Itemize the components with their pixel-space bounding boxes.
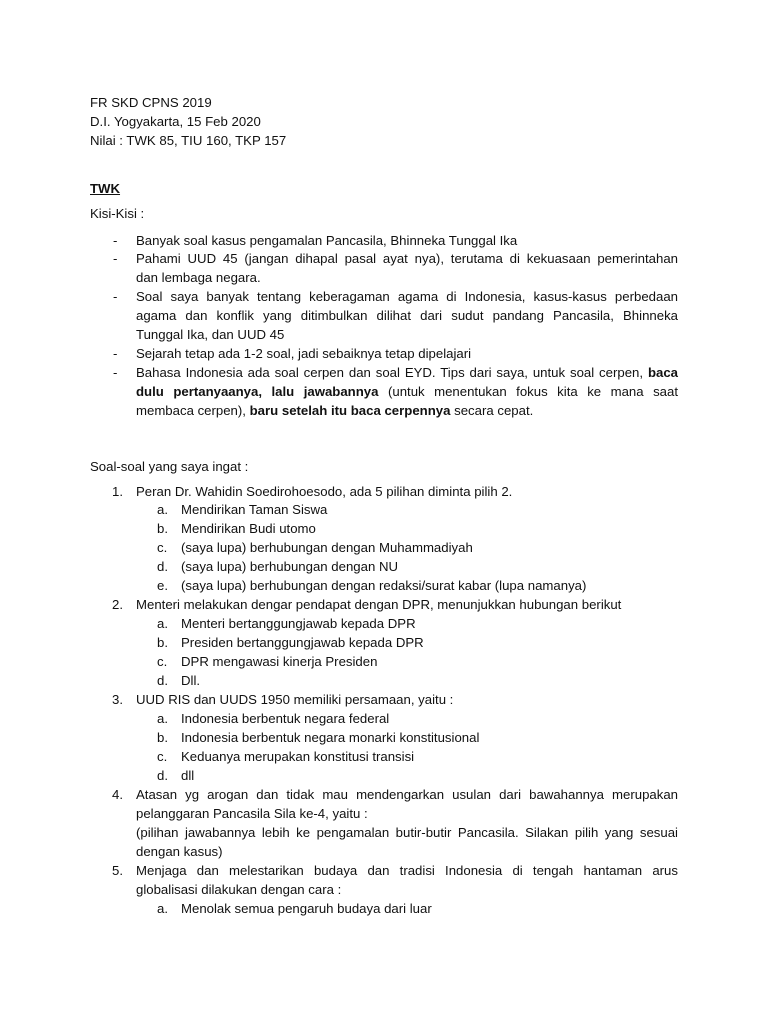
- option-text: Presiden bertanggungjawab kepada DPR: [181, 635, 424, 650]
- question-2-text: Menteri melakukan dengar pendapat dengan DPR, menunjukkan hubungan berikut: [136, 597, 622, 612]
- question-number: 2.: [112, 597, 123, 612]
- option-text: (saya lupa) berhubungan dengan redaksi/surat kabar (lupa namanya): [181, 578, 587, 593]
- option-letter: c.: [157, 749, 168, 764]
- option-letter: d.: [157, 559, 168, 574]
- bullet-dash: -: [113, 365, 118, 380]
- option-text: Keduanya merupakan konstitusi transisi: [181, 749, 415, 764]
- option-text: Menteri bertanggungjawab kepada DPR: [181, 616, 416, 631]
- bullet-dash: -: [113, 346, 118, 361]
- question-4-line2: pelanggaran Pancasila Sila ke-4, yaitu :: [136, 806, 368, 821]
- option-letter: d.: [157, 673, 168, 688]
- section-title: TWK: [90, 181, 121, 196]
- bullet-dash: -: [113, 251, 118, 266]
- header-title: FR SKD CPNS 2019: [90, 95, 212, 110]
- option-text: Menolak semua pengaruh budaya dari luar: [181, 901, 432, 916]
- option-letter: a.: [157, 901, 168, 916]
- question-4-line3: (pilihan jawabannya lebih ke pengamalan butir-butir Pancasila. Silakan pilih yang sesuai: [136, 825, 678, 840]
- option-letter: a.: [157, 711, 168, 726]
- option-text: dll: [181, 768, 195, 783]
- kisi-item-3-line2: agama dan konflik yang ditimbulkan dilihat dari sudut pandang Pancasila, Bhinneka: [136, 308, 678, 323]
- kisi-item-3-line1: Soal saya banyak tentang keberagaman agama di Indonesia, kasus-kasus perbedaan: [136, 289, 678, 304]
- kisi-item-3-line3: Tunggal Ika, dan UUD 45: [136, 327, 285, 342]
- question-number: 5.: [112, 863, 123, 878]
- bullet-dash: -: [113, 289, 118, 304]
- question-1-text: Peran Dr. Wahidin Soedirohoesodo, ada 5 pilihan diminta pilih 2.: [136, 484, 513, 499]
- option-text: Mendirikan Taman Siswa: [181, 502, 328, 517]
- option-letter: b.: [157, 635, 168, 650]
- question-4-line4: dengan kasus): [136, 844, 223, 859]
- option-letter: c.: [157, 654, 168, 669]
- option-letter: e.: [157, 578, 168, 593]
- kisi-item-5-line1: Bahasa Indonesia ada soal cerpen dan soal EYD. Tips dari saya, untuk soal cerpen, baca: [136, 365, 678, 380]
- header-score: Nilai : TWK 85, TIU 160, TKP 157: [90, 133, 287, 148]
- kisi-label: Kisi-Kisi :: [90, 206, 145, 221]
- option-letter: a.: [157, 616, 168, 631]
- question-number: 1.: [112, 484, 123, 499]
- kisi-item-2-line2: dan lembaga negara.: [136, 270, 261, 285]
- question-3-text: UUD RIS dan UUDS 1950 memiliki persamaan, yaitu :: [136, 692, 454, 707]
- question-5-line2: globalisasi dilakukan dengan cara :: [136, 882, 342, 897]
- kisi-item-1: Banyak soal kasus pengamalan Pancasila, Bhinneka Tunggal Ika: [136, 233, 518, 248]
- option-text: Dll.: [181, 673, 201, 688]
- kisi-item-4: Sejarah tetap ada 1-2 soal, jadi sebaiknya tetap dipelajari: [136, 346, 472, 361]
- option-letter: d.: [157, 768, 168, 783]
- kisi-item-5-line3: membaca cerpen), baru setelah itu baca cerpennya secara cepat.: [136, 403, 534, 418]
- header-location-date: D.I. Yogyakarta, 15 Feb 2020: [90, 114, 261, 129]
- option-letter: a.: [157, 502, 168, 517]
- kisi-item-5-line2: dulu pertanyaanya, lalu jawabannya (untuk menentukan fokus kita ke mana saat: [136, 384, 679, 399]
- option-letter: c.: [157, 540, 168, 555]
- option-text: (saya lupa) berhubungan dengan NU: [181, 559, 399, 574]
- option-letter: b.: [157, 521, 168, 536]
- kisi-item-2-line1: Pahami UUD 45 (jangan dihapal pasal ayat nya), terutama di kekuasaan pemerintahan: [136, 251, 678, 266]
- question-number: 4.: [112, 787, 123, 802]
- question-4-line1: Atasan yg arogan dan tidak mau mendengarkan usulan dari bawahannya merupakan: [136, 787, 678, 802]
- option-text: (saya lupa) berhubungan dengan Muhammadiyah: [181, 540, 473, 555]
- option-text: Mendirikan Budi utomo: [181, 521, 316, 536]
- option-letter: b.: [157, 730, 168, 745]
- question-number: 3.: [112, 692, 123, 707]
- bullet-dash: -: [113, 233, 118, 248]
- soal-label: Soal-soal yang saya ingat :: [90, 459, 249, 474]
- option-text: Indonesia berbentuk negara monarki konstitusional: [181, 730, 480, 745]
- option-text: Indonesia berbentuk negara federal: [181, 711, 390, 726]
- question-5-line1: Menjaga dan melestarikan budaya dan tradisi Indonesia di tengah hantaman arus: [136, 863, 678, 878]
- option-text: DPR mengawasi kinerja Presiden: [181, 654, 378, 669]
